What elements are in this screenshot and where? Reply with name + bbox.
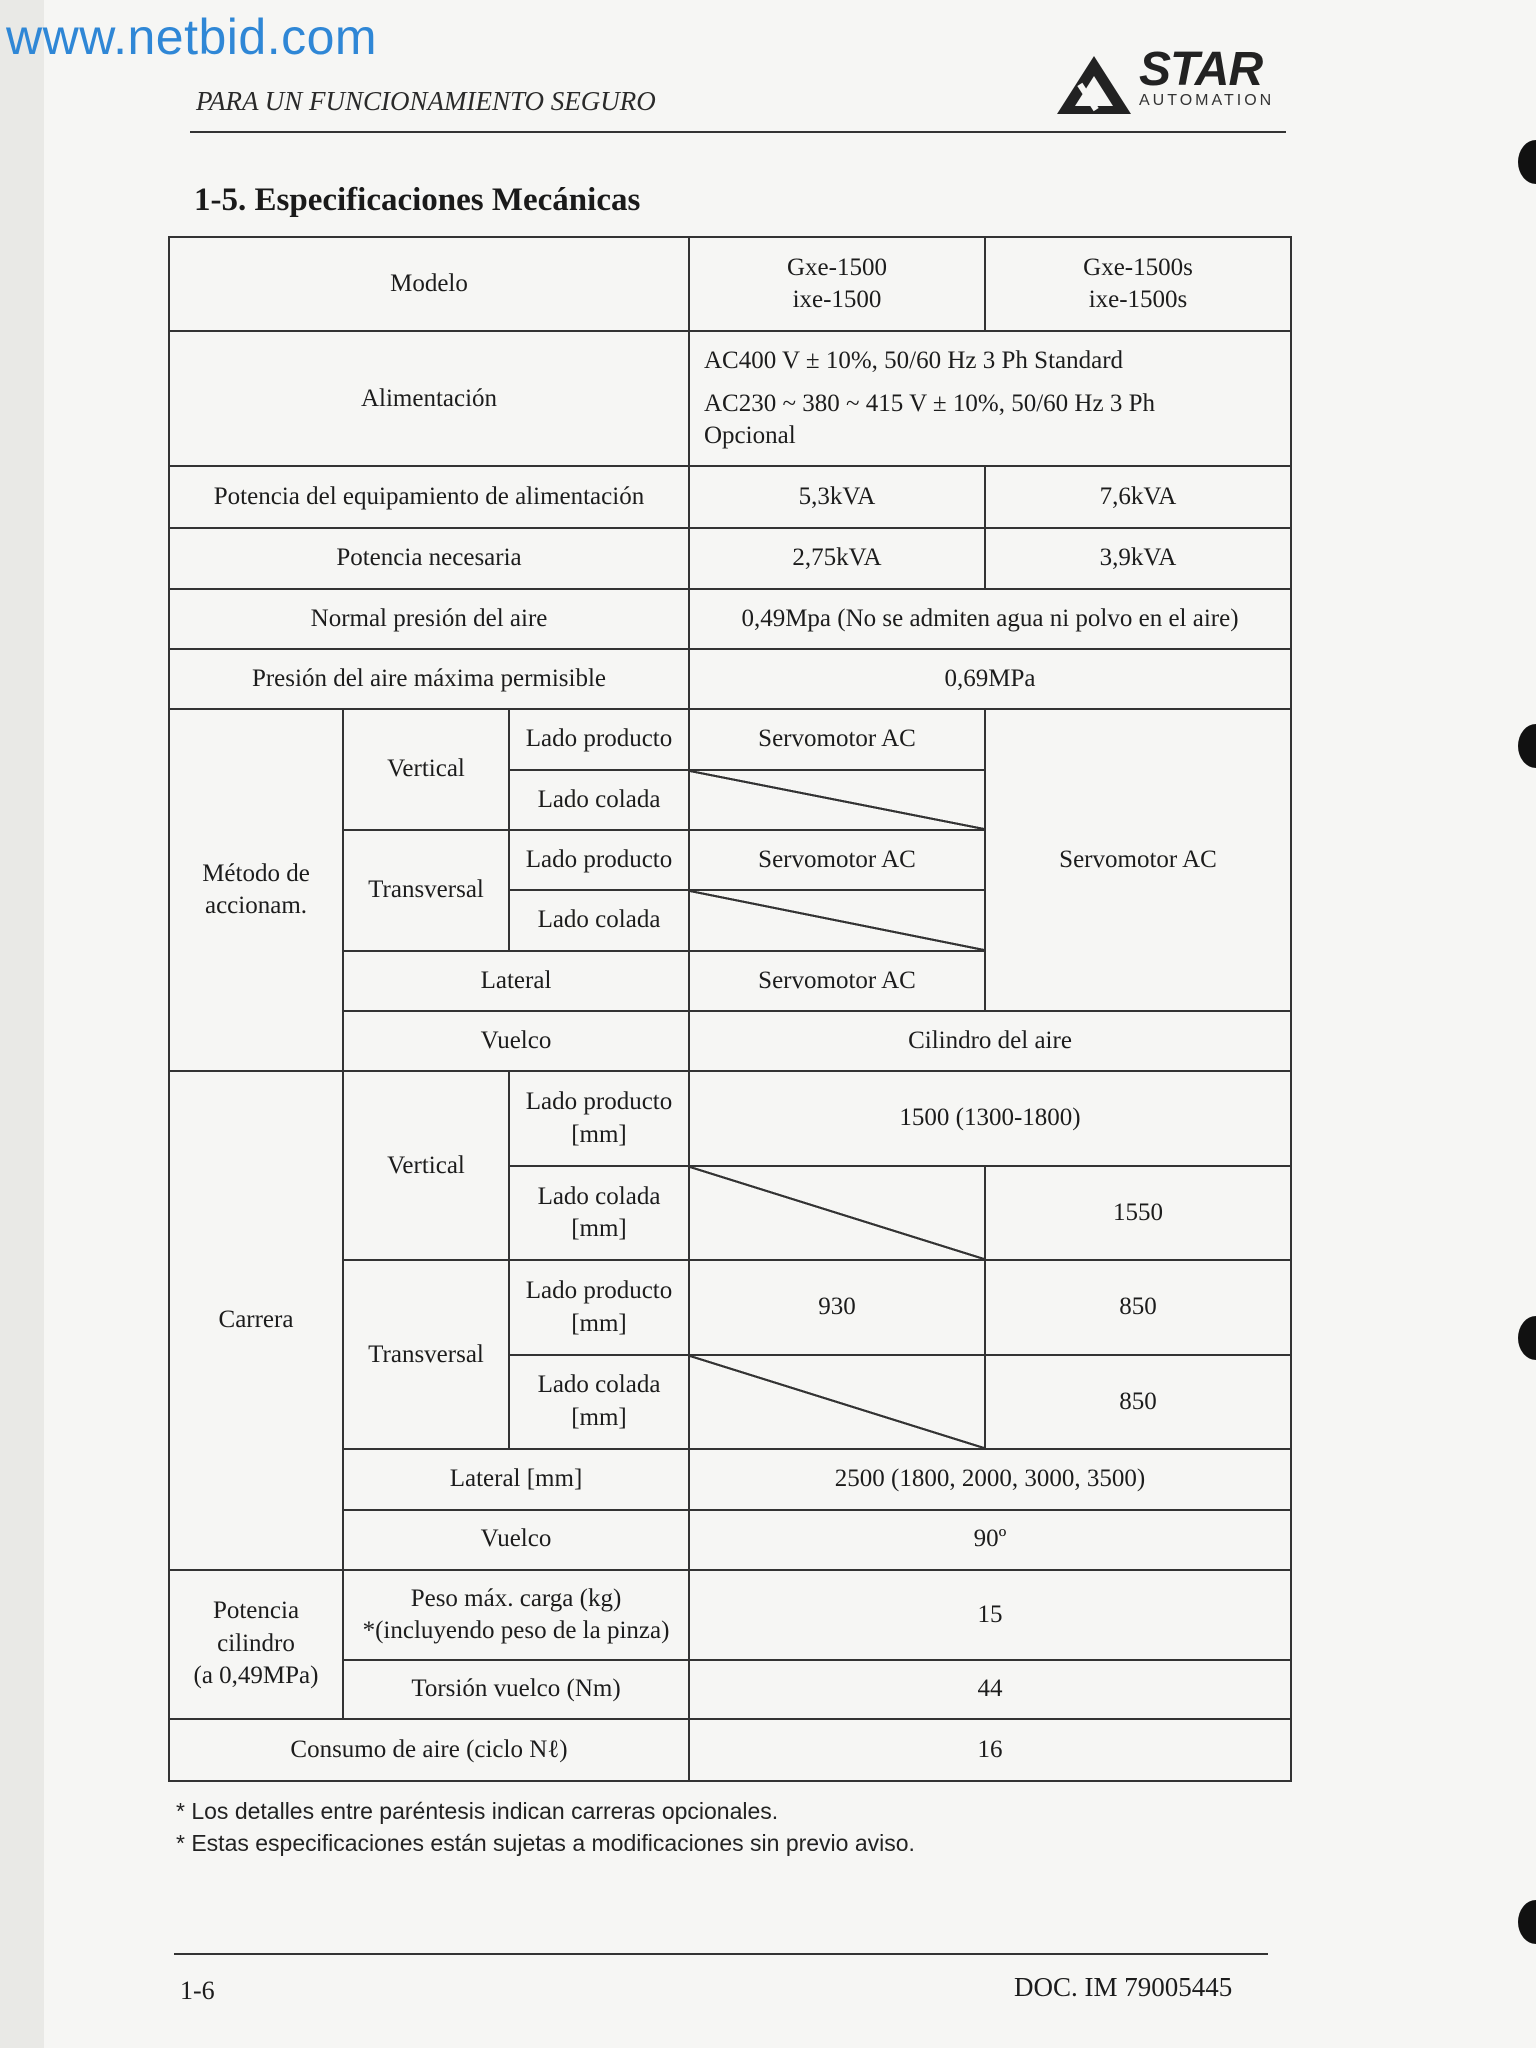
consumo-label: Consumo de aire (ciclo Nℓ) (169, 1719, 689, 1781)
carrera-t-prod-a: 930 (689, 1260, 985, 1354)
metodo-lateral-label: Lateral (343, 951, 689, 1011)
metodo-label (169, 709, 343, 1071)
metodo-v-col-label: Lado colada (509, 770, 689, 830)
table-row (169, 1719, 1291, 1781)
peso-value: 15 (689, 1570, 1291, 1660)
footnote-parentheses: * Los detalles entre paréntesis indican carreras opcionales. (176, 1798, 779, 1824)
metodo-line2: accionam. (204, 892, 308, 920)
metodo-lateral-value: Servomotor AC (689, 951, 985, 1011)
document-reference: DOC. IM 79005445 (1014, 1972, 1233, 2002)
consumo-value: 16 (689, 1719, 1291, 1781)
carrera-lateral-label: Lateral [mm] (343, 1449, 689, 1509)
metodo-line1: Método de (202, 859, 310, 887)
running-header: PARA UN FUNCIONAMIENTO SEGURO (196, 86, 656, 116)
table-row (169, 589, 1291, 649)
alimentacion-std: AC400 V ± 10%, 50/60 Hz 3 Ph Standard (704, 347, 1124, 375)
model-b-cell (985, 237, 1291, 331)
peso-line1: Peso máx. carga (kg) (410, 1584, 622, 1612)
carrera-v-prod-label (509, 1071, 689, 1165)
alimentacion-label: Alimentación (169, 331, 689, 466)
metodo-vertical-label: Vertical (343, 709, 509, 830)
carrera-t-col-label (509, 1355, 689, 1449)
potencia-equip-b: 7,6kVA (985, 466, 1291, 528)
star-automation-logo (1055, 43, 1285, 120)
triangle-logo-icon (1055, 54, 1133, 116)
model-a-cell (689, 237, 985, 331)
carrera-transversal-label: Transversal (343, 1260, 509, 1449)
carrera-v-col-unit: [mm] (571, 1215, 627, 1243)
carrera-lateral-value: 2500 (1800, 2000, 3000, 3500) (689, 1449, 1291, 1509)
carrera-v-col-text: Lado colada (537, 1182, 661, 1210)
footnote-modifications: * Estas especificaciones están sujetas a modificaciones sin previo aviso. (176, 1830, 915, 1856)
torsion-label: Torsión vuelco (Nm) (343, 1660, 689, 1718)
carrera-v-col-empty (689, 1166, 985, 1260)
alimentacion-opt2: Opcional (704, 422, 796, 450)
carrera-v-prod-text: Lado producto (525, 1088, 673, 1116)
presion-max-value: 0,69MPa (689, 649, 1291, 709)
potencia-nec-label: Potencia necesaria (169, 528, 689, 588)
carrera-t-col-b: 850 (985, 1355, 1291, 1449)
metodo-t-prod-label: Lado producto (509, 830, 689, 890)
logo-sub-text: AUTOMATION (1139, 92, 1275, 109)
potencia-cil-line3: (a 0,49MPa) (193, 1662, 319, 1690)
carrera-vertical-label: Vertical (343, 1071, 509, 1260)
carrera-label: Carrera (169, 1071, 343, 1570)
potencia-equip-label: Potencia del equipamiento de alimentación (169, 466, 689, 528)
metodo-vuelco-label: Vuelco (343, 1011, 689, 1071)
metodo-t-col-label: Lado colada (509, 890, 689, 950)
logo-brand-text: STAR (1139, 43, 1263, 96)
metodo-t-prod-value: Servomotor AC (689, 830, 985, 890)
presion-normal-value: 0,49Mpa (No se admiten agua ni polvo en el aire) (689, 589, 1291, 649)
carrera-v-col-label (509, 1166, 689, 1260)
carrera-t-col-text: Lado colada (537, 1371, 661, 1399)
metodo-servomotor-b: Servomotor AC (985, 709, 1291, 1011)
table-row (169, 528, 1291, 588)
presion-normal-label: Normal presión del aire (169, 589, 689, 649)
metodo-v-prod-value: Servomotor AC (689, 709, 985, 769)
table-row (169, 709, 1291, 769)
page-number: 1-6 (180, 1976, 215, 2005)
carrera-t-col-unit: [mm] (571, 1403, 627, 1431)
metodo-v-col-empty (689, 770, 985, 830)
table-row (169, 466, 1291, 528)
carrera-t-prod-text: Lado producto (525, 1277, 673, 1304)
carrera-vuelco-value: 90º (689, 1510, 1291, 1570)
footer-divider (174, 1953, 1268, 1955)
metodo-transversal-label: Transversal (343, 830, 509, 951)
peso-label (343, 1570, 689, 1660)
torsion-value: 44 (689, 1660, 1291, 1718)
carrera-v-prod-value: 1500 (1300-1800) (689, 1071, 1291, 1165)
carrera-t-col-empty (689, 1355, 985, 1449)
metodo-t-col-empty (689, 890, 985, 950)
model-b-line1: Gxe-1500s (1083, 253, 1193, 281)
peso-line2: *(incluyendo peso de la pinza) (362, 1617, 670, 1645)
table-row (169, 331, 1291, 466)
carrera-t-prod-b: 850 (985, 1260, 1291, 1354)
table-row (169, 649, 1291, 709)
model-b-line2: ixe-1500s (1088, 286, 1188, 314)
potencia-cil-line1: Potencia (212, 1597, 300, 1625)
potencia-nec-a: 2,75kVA (689, 528, 985, 588)
carrera-t-prod-unit: [mm] (571, 1309, 627, 1337)
section-title: 1-5. Especificaciones Mecánicas (194, 182, 641, 218)
metodo-v-prod-label: Lado producto (509, 709, 689, 769)
model-a-line2: ixe-1500 (792, 286, 882, 314)
potencia-nec-b: 3,9kVA (985, 528, 1291, 588)
carrera-v-prod-unit: [mm] (571, 1120, 627, 1148)
metodo-vuelco-value: Cilindro del aire (689, 1011, 1291, 1071)
alimentacion-value (689, 331, 1291, 466)
mechanical-spec-table (168, 236, 1292, 1782)
table-row (169, 1071, 1291, 1165)
watermark-url: www.netbid.com (6, 9, 378, 65)
modelo-label: Modelo (169, 237, 689, 331)
alimentacion-opt: AC230 ~ 380 ~ 415 V ± 10%, 50/60 Hz 3 Ph (704, 389, 1155, 417)
table-row (169, 1570, 1291, 1660)
carrera-v-col-b: 1550 (985, 1166, 1291, 1260)
header-divider (190, 131, 1286, 133)
carrera-vuelco-label: Vuelco (343, 1510, 689, 1570)
potencia-equip-a: 5,3kVA (689, 466, 985, 528)
presion-max-label: Presión del aire máxima permisible (169, 649, 689, 709)
table-row (169, 237, 1291, 331)
potencia-cil-line2: cilindro (217, 1629, 295, 1657)
carrera-t-prod-label (509, 1260, 689, 1354)
model-a-line1: Gxe-1500 (787, 253, 887, 281)
potencia-cil-label (169, 1570, 343, 1719)
